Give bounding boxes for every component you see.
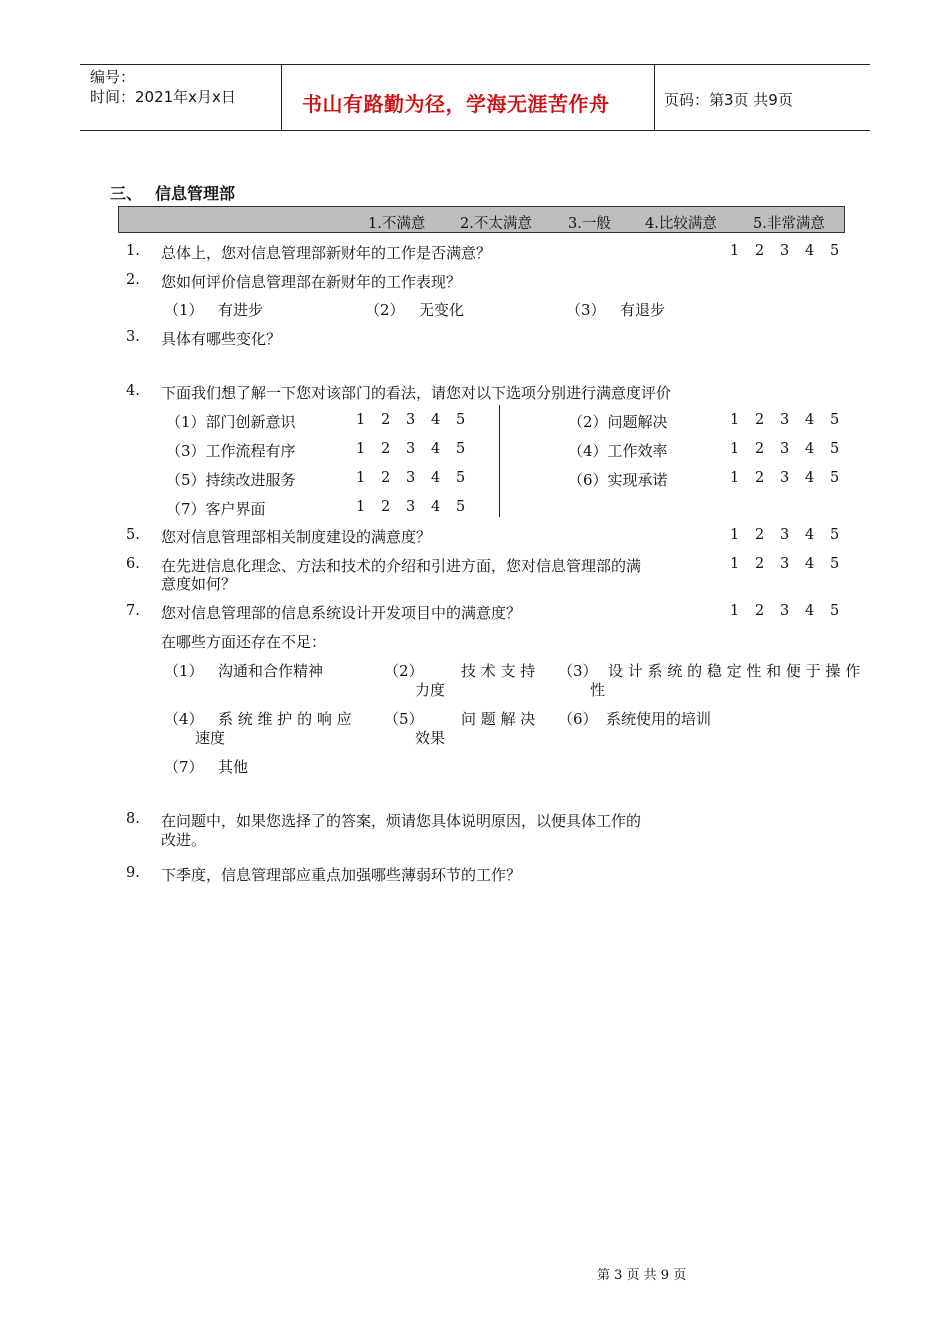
digit[interactable]: 5 <box>830 527 840 543</box>
time-label: 时间：2021年x月x日 <box>90 88 236 106</box>
option-label: 系统使用的培训 <box>606 710 712 728</box>
digit[interactable]: 4 <box>431 470 441 486</box>
digit[interactable]: 5 <box>456 441 466 457</box>
digit[interactable]: 2 <box>381 470 391 486</box>
digit[interactable]: 2 <box>755 556 765 572</box>
option-key[interactable]: （2） <box>365 301 405 319</box>
digit[interactable]: 4 <box>805 556 815 572</box>
section-number: 三、 <box>110 184 143 203</box>
digit[interactable]: 5 <box>830 470 840 486</box>
option-key[interactable]: （1） <box>164 662 204 680</box>
option-label: 问 题 解 决 <box>461 710 536 728</box>
evaluation-item: （3）工作流程有序 <box>166 442 296 460</box>
digit[interactable]: 2 <box>755 603 765 619</box>
option-label: 设 计 系 统 的 稳 定 性 和 便 于 操 作 <box>608 662 861 680</box>
digit[interactable]: 2 <box>381 499 391 515</box>
question-number: 4. <box>126 383 140 399</box>
digit[interactable]: 2 <box>755 243 765 259</box>
digit[interactable]: 3 <box>406 470 416 486</box>
option-key[interactable]: （7） <box>164 758 204 776</box>
digit[interactable]: 2 <box>755 527 765 543</box>
rating-digits <box>730 556 855 572</box>
option-label-line2: 速度 <box>195 729 226 747</box>
digit[interactable]: 1 <box>356 470 366 486</box>
digit[interactable]: 4 <box>805 441 815 457</box>
option-key[interactable]: （2） <box>384 662 424 680</box>
rating-scale-1: 1.不满意 <box>368 216 426 232</box>
option-key[interactable]: （6） <box>558 710 598 728</box>
option-key[interactable]: （4） <box>164 710 204 728</box>
rating-digits <box>730 470 855 486</box>
digit[interactable]: 2 <box>755 470 765 486</box>
rating-digits <box>356 412 481 428</box>
digit[interactable]: 4 <box>431 441 441 457</box>
option-key[interactable]: （1） <box>164 301 204 319</box>
digit[interactable]: 2 <box>755 412 765 428</box>
digit[interactable]: 2 <box>381 441 391 457</box>
digit[interactable]: 1 <box>730 243 740 259</box>
digit[interactable]: 3 <box>780 412 790 428</box>
digit[interactable]: 5 <box>456 470 466 486</box>
digit[interactable]: 4 <box>805 243 815 259</box>
digit[interactable]: 1 <box>356 441 366 457</box>
digit[interactable]: 3 <box>780 470 790 486</box>
digit[interactable]: 5 <box>830 556 840 572</box>
question-text: 您对信息管理部相关制度建设的满意度？ <box>161 528 432 546</box>
option-key[interactable]: （3） <box>566 301 606 319</box>
digit[interactable]: 2 <box>755 441 765 457</box>
question-text-line2: 意度如何？ <box>161 575 237 593</box>
digit[interactable]: 4 <box>805 412 815 428</box>
rating-scale-band <box>118 206 845 233</box>
evaluation-item: （2）问题解决 <box>568 413 668 431</box>
question-text: 下季度，信息管理部应重点加强哪些薄弱环节的工作？ <box>161 866 522 884</box>
digit[interactable]: 3 <box>780 556 790 572</box>
digit[interactable]: 4 <box>431 499 441 515</box>
digit[interactable]: 1 <box>356 499 366 515</box>
digit[interactable]: 1 <box>730 603 740 619</box>
question-text: 总体上，您对信息管理部新财年的工作是否满意？ <box>161 244 492 262</box>
evaluation-item: （4）工作效率 <box>568 442 668 460</box>
header-bottom-rule <box>80 130 870 131</box>
digit[interactable]: 5 <box>830 412 840 428</box>
digit[interactable]: 3 <box>406 499 416 515</box>
question-number: 7. <box>126 603 140 619</box>
rating-scale-4: 4.比较满意 <box>645 216 717 232</box>
header-divider-left <box>281 64 282 131</box>
option-label-line2: 效果 <box>415 729 446 747</box>
rating-digits <box>730 527 855 543</box>
option-label: 有退步 <box>620 301 666 319</box>
page-label: 页码：第3页 共9页 <box>664 91 793 109</box>
question-text: 您对信息管理部的信息系统设计开发项目中的满意度？ <box>161 604 522 622</box>
digit[interactable]: 3 <box>780 527 790 543</box>
option-label: 系 统 维 护 的 响 应 <box>218 710 352 728</box>
motto-title: 书山有路勤为径，学海无涯苦作舟 <box>302 92 610 116</box>
rating-digits <box>356 499 481 515</box>
digit[interactable]: 5 <box>456 499 466 515</box>
header-divider-right <box>654 64 655 131</box>
option-key[interactable]: （5） <box>384 710 424 728</box>
evaluation-item: （7）客户界面 <box>166 500 266 518</box>
question-text-line1: 在先进信息化理念、方法和技术的介绍和引进方面，您对信息管理部的满 <box>161 557 642 575</box>
question-number: 3. <box>126 329 140 345</box>
rating-digits <box>356 441 481 457</box>
question-text: 下面我们想了解一下您对该部门的看法，请您对以下选项分别进行满意度评价 <box>161 384 672 402</box>
digit[interactable]: 3 <box>406 441 416 457</box>
digit[interactable]: 3 <box>406 412 416 428</box>
page-footer: 第 3 页 共 9 页 <box>597 1268 687 1283</box>
question-text: 您如何评价信息管理部在新财年的工作表现？ <box>161 273 462 291</box>
header-top-rule <box>80 64 870 65</box>
question-text-line2: 改进。 <box>161 831 207 849</box>
option-label: 沟通和合作精神 <box>218 662 324 680</box>
question-number: 1. <box>126 243 140 259</box>
digit[interactable]: 1 <box>730 412 740 428</box>
question-number: 9. <box>126 865 140 881</box>
option-label: 有进步 <box>218 301 264 319</box>
digit[interactable]: 5 <box>830 243 840 259</box>
digit[interactable]: 4 <box>805 527 815 543</box>
question-number: 2. <box>126 272 140 288</box>
rating-digits <box>730 603 855 619</box>
option-label: 技 术 支 持 <box>461 662 536 680</box>
option-label-line2: 力度 <box>415 681 446 699</box>
digit[interactable]: 3 <box>780 603 790 619</box>
section-title: 信息管理部 <box>155 184 236 203</box>
digit[interactable]: 5 <box>456 412 466 428</box>
question-text-line1: 在问题中，如果您选择了的答案，烦请您具体说明原因，以便具体工作的 <box>161 812 642 830</box>
question-number: 8. <box>126 811 140 827</box>
evaluation-item: （5）持续改进服务 <box>166 471 296 489</box>
rating-digits <box>730 243 855 259</box>
digit[interactable]: 4 <box>805 603 815 619</box>
digit[interactable]: 2 <box>381 412 391 428</box>
digit[interactable]: 1 <box>730 470 740 486</box>
rating-digits <box>730 441 855 457</box>
rating-digits <box>730 412 855 428</box>
rating-scale-2: 2.不太满意 <box>460 216 532 232</box>
serial-label: 编号： <box>90 68 136 86</box>
digit[interactable]: 5 <box>830 603 840 619</box>
option-key[interactable]: （3） <box>558 662 598 680</box>
digit[interactable]: 4 <box>431 412 441 428</box>
option-label-line2: 性 <box>590 681 606 699</box>
rating-scale-5: 5.非常满意 <box>753 216 825 232</box>
digit[interactable]: 1 <box>730 441 740 457</box>
digit[interactable]: 1 <box>356 412 366 428</box>
digit[interactable]: 4 <box>805 470 815 486</box>
digit[interactable]: 1 <box>730 556 740 572</box>
question-text: 具体有哪些变化？ <box>161 330 282 348</box>
option-label: 其他 <box>218 758 249 776</box>
rating-scale-3: 3.一般 <box>568 216 611 232</box>
evaluation-item: （6）实现承诺 <box>568 471 668 489</box>
option-label: 无变化 <box>419 301 465 319</box>
question-number: 6. <box>126 556 140 572</box>
digit[interactable]: 3 <box>780 243 790 259</box>
digit[interactable]: 1 <box>730 527 740 543</box>
rating-digits <box>356 470 481 486</box>
question-subtext: 在哪些方面还存在不足： <box>161 633 327 651</box>
column-divider <box>499 405 500 517</box>
digit[interactable]: 3 <box>780 441 790 457</box>
digit[interactable]: 5 <box>830 441 840 457</box>
question-number: 5. <box>126 527 140 543</box>
evaluation-item: （1）部门创新意识 <box>166 413 296 431</box>
